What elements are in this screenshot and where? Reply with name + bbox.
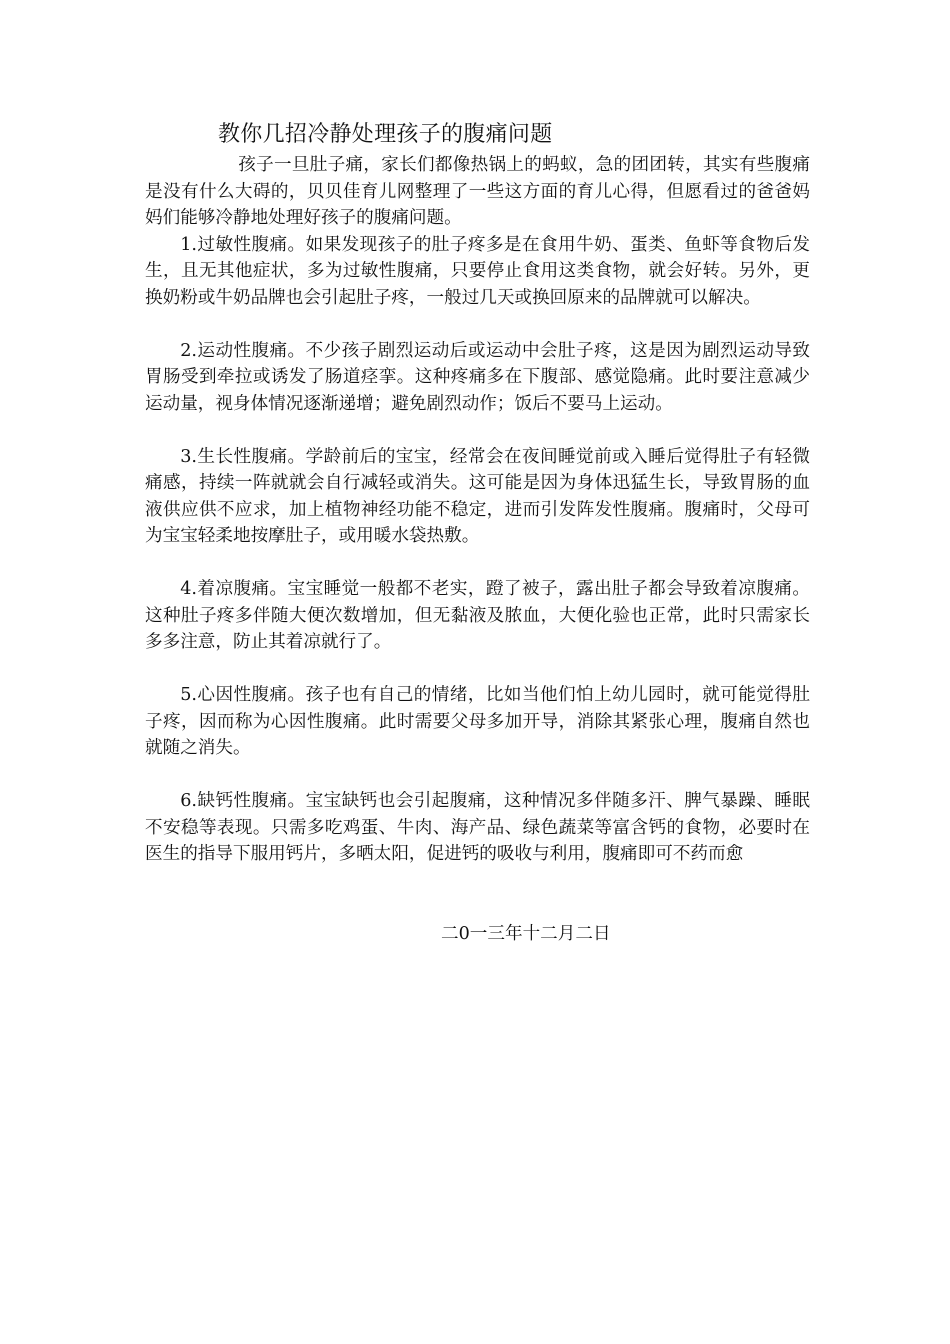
document-title: 教你几招冷静处理孩子的腹痛问题: [218, 122, 553, 147]
section-growth-pain: 3.生长性腹痛。学龄前后的宝宝，经常会在夜间睡觉前或入睡后觉得肚子有轻微痛感，持续一阵就就会自行减轻或消失。这可能是因为身体迅猛生长，导致胃肠的血液供应供不应求，加上植物神经功能不稳定，进而引发阵发性腹痛。腹痛时，父母可为宝宝轻柔地按摩肚子，或用暖水袋热敷。: [145, 446, 810, 546]
section-allergic-pain: 1.过敏性腹痛。如果发现孩子的肚子疼多是在食用牛奶、蛋类、鱼虾等食物后发生，且无其他症状，多为过敏性腹痛，只要停止食用这类食物，就会好转。另外，更换奶粉或牛奶品牌也会引起肚子疼，一般过几天或换回原来的品牌就可以解决。: [145, 234, 810, 308]
section-psychogenic-pain: 5.心因性腹痛。孩子也有自己的情绪，比如当他们怕上幼儿园时，就可能觉得肚子疼，因而称为心因性腹痛。此时需要父母多加开导，消除其紧张心理，腹痛自然也就随之消失。: [145, 685, 810, 758]
intro-paragraph: 孩子一旦肚子痛，家长们都像热锅上的蚂蚁，急的团团转，其实有些腹痛是没有什么大碍的，贝贝佳育儿网整理了一些这方面的育儿心得，但愿看过的爸爸妈妈们能够冷静地处理好孩子的腹痛问题。: [145, 155, 810, 228]
section-exercise-pain: 2.运动性腹痛。不少孩子剧烈运动后或运动中会肚子疼，这是因为剧烈运动导致胃肠受到牵拉或诱发了肠道痉挛。这种疼痛多在下腹部、感觉隐痛。此时要注意减少运动量，视身体情况逐渐递增；避免剧烈动作；饭后不要马上运动。: [145, 340, 810, 414]
document-page: [145, 118, 810, 947]
section-calcium-deficiency-pain: 6.缺钙性腹痛。宝宝缺钙也会引起腹痛，这种情况多伴随多汗、脾气暴躁、睡眠不安稳等表现。只需多吃鸡蛋、牛肉、海产品、绿色蔬菜等富含钙的食物，必要时在医生的指导下服用钙片，多晒太阳，促进钙的吸收与利用，腹痛即可不药而愈: [145, 791, 810, 864]
section-cold-pain: 4.着凉腹痛。宝宝睡觉一般都不老实，蹬了被子，露出肚子都会导致着凉腹痛。这种肚子疼多伴随大便次数增加，但无黏液及脓血，大便化验也正常，此时只需家长多多注意，防止其着凉就行了。: [145, 579, 810, 652]
document-date: 二0一三年十二月二日: [441, 923, 611, 944]
